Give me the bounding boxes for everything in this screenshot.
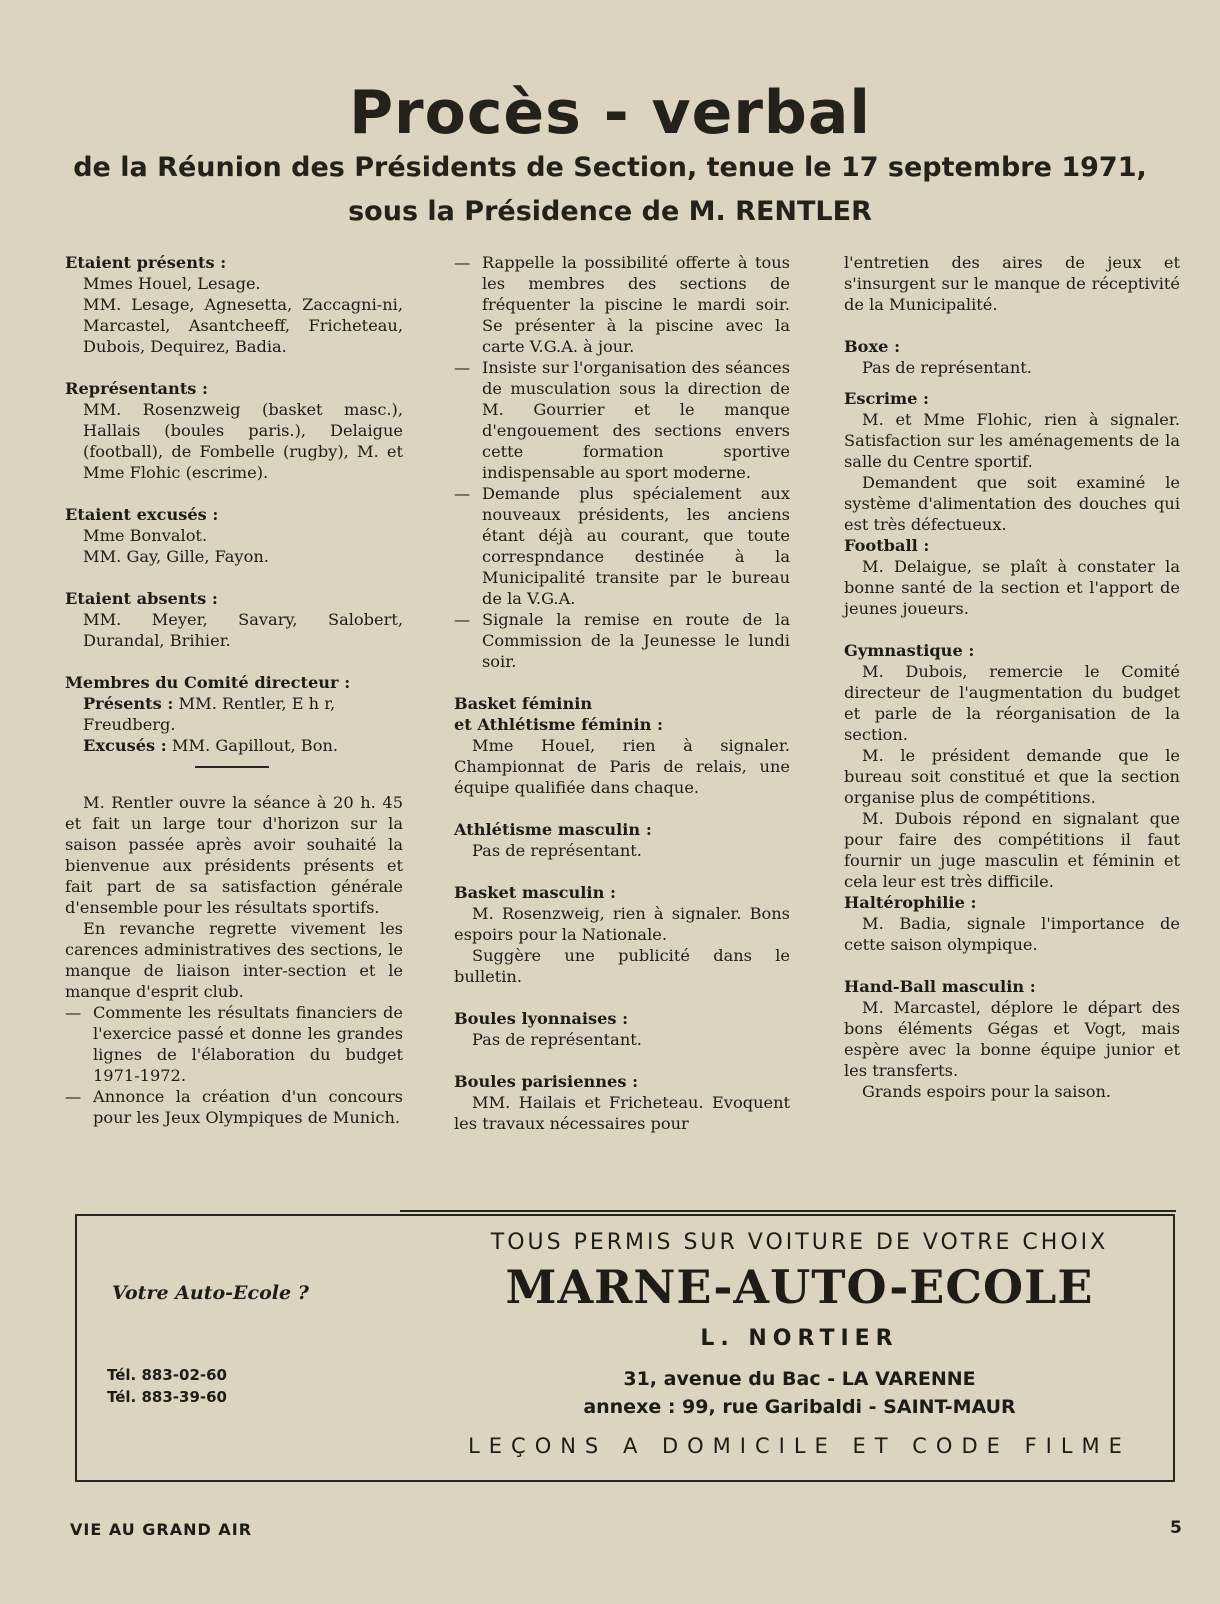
representants-heading: Représentants : bbox=[65, 379, 209, 398]
ad-lessons: LEÇONS A DOMICILE ET CODE FILME bbox=[468, 1434, 1131, 1458]
basket-masculin-text-2: Suggère une publicité dans le bulletin. bbox=[454, 946, 790, 986]
basket-masculin-text-1: M. Rosenzweig, rien à signaler. Bons espoirs pour la Nationale. bbox=[454, 904, 790, 944]
boxe-heading: Boxe : bbox=[844, 337, 901, 356]
comite-excuses bbox=[65, 735, 403, 756]
gymnastique-text-1: M. Dubois, remercie le Comité directeur de l'augmentation du budget et parle de la réorganisation de la section. bbox=[844, 662, 1180, 744]
dash-item: — Commente les résultats financiers de l'exercice passé et donne les grandes lignes de l'élaboration du budget 1971-1972. bbox=[65, 1003, 403, 1085]
escrime-text-1: M. et Mme Flohic, rien à signaler. Satisfaction sur les aménagements de la salle du Centre sportif. bbox=[844, 410, 1180, 471]
dash-item: — Insiste sur l'organisation des séances de musculation sous la direction de M. Gourrier et le manque d'engouement des sections envers cette formation sportive indispensable au sport moderne. bbox=[454, 358, 790, 482]
absents-text: MM. Meyer, Savary, Salobert, Durandal, Brihier. bbox=[83, 610, 403, 650]
dash-item-text: Annonce la création d'un concours pour les Jeux Olympiques de Munich. bbox=[93, 1087, 403, 1127]
comite-excuses-names: MM. Gapillout, Bon. bbox=[171, 736, 339, 755]
comite-presents bbox=[65, 693, 403, 735]
ad-owner: L. NORTIER bbox=[700, 1326, 899, 1351]
presents-heading: Etaient présents : bbox=[65, 253, 227, 272]
boules-lyonnaises-heading: Boules lyonnaises : bbox=[454, 1009, 629, 1028]
dash-item: — Annonce la création d'un concours pour les Jeux Olympiques de Munich. bbox=[65, 1087, 403, 1127]
comite-heading: Membres du Comité directeur : bbox=[65, 673, 351, 692]
excuses-mme: Mme Bonvalot. bbox=[83, 526, 208, 545]
escrime-heading: Escrime : bbox=[844, 389, 930, 408]
subtitle-line-2: sous la Présidence de M. RENTLER bbox=[348, 196, 872, 227]
column-2 bbox=[454, 252, 790, 1134]
ad-address-2: annexe : 99, rue Garibaldi - SAINT-MAUR bbox=[583, 1396, 1016, 1418]
opening-paragraph: M. Rentler ouvre la séance à 20 h. 45 et fait un large tour d'horizon sur la saison passée après avoir souhaité la bienvenue aux présidents présents et fait part de sa satisfaction générale d'ensemble pour les résultats sportifs. bbox=[65, 793, 403, 917]
boxe-text: Pas de représentant. bbox=[862, 358, 1032, 377]
gymnastique-heading: Gymnastique : bbox=[844, 641, 975, 660]
ad-business-name: MARNE-AUTO-ECOLE bbox=[505, 1260, 1094, 1314]
column-1 bbox=[65, 252, 403, 1128]
basket-feminin-text: Mme Houel, rien à signaler. Championnat de Paris de relais, une équipe qualifiée dans chaque. bbox=[454, 736, 790, 797]
football-text: M. Delaigue, se plaît à constater la bonne santé de la section et l'apport de jeunes joueurs. bbox=[844, 557, 1180, 618]
gymnastique-text-3: M. Dubois répond en signalant que pour faire des compétitions il faut fournir un juge masculin et féminin et cela leur est très difficile. bbox=[844, 809, 1180, 891]
athletisme-masculin-text: Pas de représentant. bbox=[472, 841, 642, 860]
escrime-text-2: Demandent que soit examiné le système d'alimentation des douches qui est très défectueux. bbox=[844, 473, 1180, 534]
representants-text: MM. Rosenzweig (basket masc.), Hallais (boules paris.), Delaigue (football), de Fombelle (rugby), M. et Mme Flohic (escrime). bbox=[83, 400, 403, 482]
excuses-heading: Etaient excusés : bbox=[65, 505, 219, 524]
ad-top-rule bbox=[400, 1210, 1176, 1212]
dash-item: — Demande plus spécialement aux nouveaux présidents, les anciens étant déjà au courant, que toute correspndance destinée à la Municipalité transite par le bureau de la V.G.A. bbox=[454, 484, 790, 608]
comite-excuses-label: Excusés : bbox=[83, 736, 167, 755]
regret-paragraph: En revanche regrette vivement les carences administratives des sections, le manque de liaison inter-section et le manque d'esprit club. bbox=[65, 919, 403, 1001]
boules-parisiennes-text: MM. Hailais et Fricheteau. Evoquent les travaux nécessaires pour bbox=[454, 1093, 790, 1133]
dash-item-text: Commente les résultats financiers de l'exercice passé et donne les grandes lignes de l'élaboration du budget 1971-1972. bbox=[93, 1003, 403, 1085]
handball-heading: Hand-Ball masculin : bbox=[844, 977, 1036, 996]
comite-presents-label: Présents : bbox=[83, 694, 174, 713]
ad-question: Votre Auto-Ecole ? bbox=[112, 1282, 309, 1304]
dash-item-text: Insiste sur l'organisation des séances de musculation sous la direction de M. Gourrier et le manque d'engouement des sections envers cette formation sportive indispensable au sport moderne. bbox=[482, 358, 790, 482]
page-number: 5 bbox=[1170, 1518, 1182, 1538]
ad-address-1: 31, avenue du Bac - LA VARENNE bbox=[623, 1368, 976, 1390]
halterophilie-text: M. Badia, signale l'importance de cette saison olympique. bbox=[844, 914, 1180, 954]
basket-masculin-heading: Basket masculin : bbox=[454, 883, 616, 902]
dash-item-text: Signale la remise en route de la Commission de la Jeunesse le lundi soir. bbox=[482, 610, 790, 671]
comite-presents-names: MM. Rentler, E h r, Freudberg. bbox=[83, 694, 336, 734]
ad-phone-2: Tél. 883-39-60 bbox=[107, 1388, 227, 1406]
boules-parisiennes-heading: Boules parisiennes : bbox=[454, 1072, 639, 1091]
advertisement-box bbox=[75, 1214, 1175, 1482]
page-title: Procès - verbal bbox=[349, 78, 871, 148]
dash-item: — Rappelle la possibilité offerte à tous les membres des sections de fréquenter la piscine le mardi soir. Se présenter à la piscine avec la carte V.G.A. à jour. bbox=[454, 253, 790, 356]
excuses-mm: MM. Gay, Gille, Fayon. bbox=[83, 547, 269, 566]
presents-mm: MM. Lesage, Agnesetta, Zaccagni-ni, Marcastel, Asantcheeff, Fricheteau, Dubois, Dequirez, Badia. bbox=[83, 295, 403, 356]
handball-text-2: Grands espoirs pour la saison. bbox=[862, 1082, 1112, 1101]
boules-parisiennes-continued: l'entretien des aires de jeux et s'insurgent sur le manque de réceptivité de la Municipalité. bbox=[844, 253, 1180, 314]
absents-heading: Etaient absents : bbox=[65, 589, 218, 608]
basket-feminin-heading: Basket féminin bbox=[454, 694, 593, 713]
athletisme-masculin-heading: Athlétisme masculin : bbox=[454, 820, 652, 839]
ad-phone-1: Tél. 883-02-60 bbox=[107, 1366, 227, 1384]
ad-tagline: TOUS PERMIS SUR VOITURE DE VOTRE CHOIX bbox=[490, 1230, 1109, 1255]
boules-lyonnaises-text: Pas de représentant. bbox=[472, 1030, 642, 1049]
dash-item-text: Rappelle la possibilité offerte à tous les membres des sections de fréquenter la piscine le mardi soir. Se présenter à la piscine avec la carte V.G.A. à jour. bbox=[482, 253, 790, 356]
halterophilie-heading: Haltérophilie : bbox=[844, 893, 977, 912]
column-3 bbox=[844, 252, 1180, 1102]
presents-mmes: Mmes Houel, Lesage. bbox=[83, 274, 261, 293]
dash-item-text: Demande plus spécialement aux nouveaux présidents, les anciens étant déjà au courant, que toute correspndance destinée à la Municipalité transite par le bureau de la V.G.A. bbox=[482, 484, 790, 608]
football-heading: Football : bbox=[844, 536, 930, 555]
dash-item: — Signale la remise en route de la Commission de la Jeunesse le lundi soir. bbox=[454, 610, 790, 671]
athletisme-feminin-heading: et Athlétisme féminin : bbox=[454, 715, 664, 734]
publication-name: VIE AU GRAND AIR bbox=[70, 1520, 253, 1539]
handball-text-1: M. Marcastel, déplore le départ des bons éléments Gégas et Vogt, mais espère avec la bonne équipe junior et les transferts. bbox=[844, 998, 1180, 1080]
gymnastique-text-2: M. le président demande que le bureau soit constitué et que la section organise plus de compétitions. bbox=[844, 746, 1180, 807]
subtitle-line-1: de la Réunion des Présidents de Section, tenue le 17 septembre 1971, bbox=[73, 152, 1147, 183]
divider-rule bbox=[195, 766, 269, 768]
